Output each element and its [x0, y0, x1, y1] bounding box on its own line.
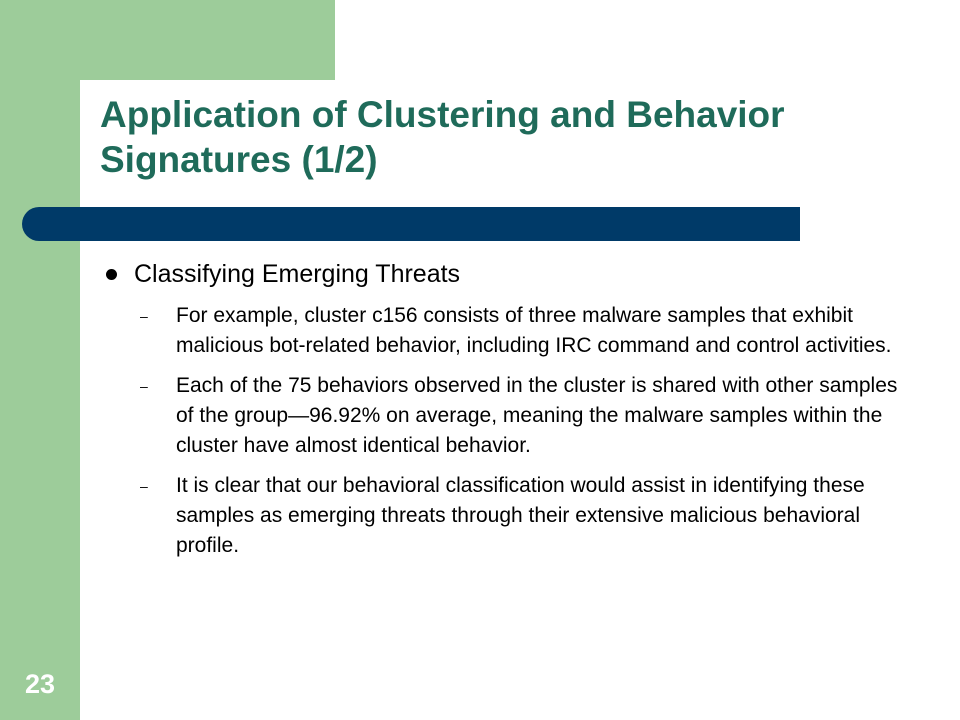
sub-bullet-item — [140, 371, 910, 461]
bullet-text: Classifying Emerging Threats — [134, 260, 461, 288]
page-number: 23 — [24, 669, 56, 699]
slide-title: Application of Clustering and Behavior Signatures (1/2) — [100, 94, 785, 180]
sub-bullet-item — [140, 471, 910, 561]
top-green-block — [80, 0, 335, 80]
sub-bullet-text: For example, cluster c156 consists of three malware samples that exhibit malicious bot-related behavior, including IRC command and control activities. — [176, 304, 892, 357]
sub-bullet-text: Each of the 75 behaviors observed in the cluster is shared with other samples of the group—96.92% on average, meaning the malware samples within the cluster have almost identical behavior. — [176, 374, 898, 457]
bullet-dot-icon — [106, 269, 117, 280]
sub-bullet-list — [140, 301, 910, 571]
dash-marker: – — [140, 478, 148, 494]
title-divider-bar — [22, 207, 800, 241]
sub-bullet-text: It is clear that our behavioral classification would assist in identifying these samples as emerging threats through their extensive malicious behavioral profile. — [176, 474, 865, 557]
sub-bullet-item — [140, 301, 910, 361]
left-green-band — [0, 0, 80, 720]
dash-marker: – — [140, 308, 148, 324]
bullet-item — [106, 256, 886, 292]
dash-marker: – — [140, 378, 148, 394]
